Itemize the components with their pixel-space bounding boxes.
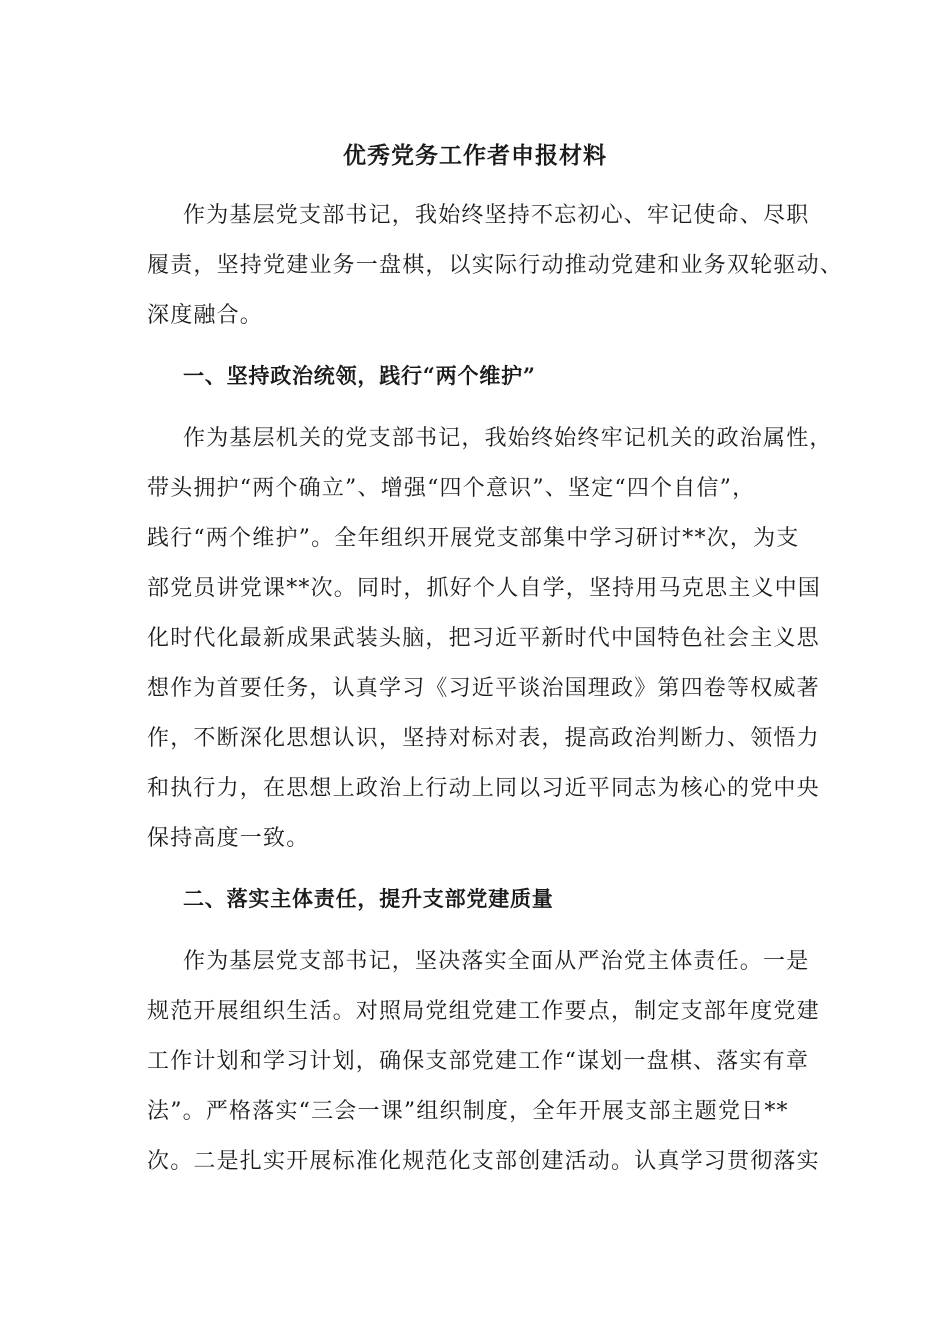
section-2-line: 工作计划和学习计划，确保支部党建工作“谋划一盘棋、落实有章 [147, 1049, 810, 1074]
section-1-heading: 一、坚持政治统领，践行“两个维护” [183, 363, 536, 388]
section-1-line: 作，不断深化思想认识，坚持对标对表，提高政治判断力、领悟力 [147, 726, 820, 751]
section-1-line: 带头拥护“两个确立”、增强“四个意识”、坚定“四个自信”， [147, 476, 756, 501]
intro-line: 履责，坚持党建业务一盘棋，以实际行动推动党建和业务双轮驱动、 [147, 253, 844, 278]
section-2-line: 作为基层党支部书记，坚决落实全面从严治党主体责任。一是 [183, 949, 810, 974]
section-1-line: 保持高度一致。 [147, 826, 310, 851]
section-1-line: 作为基层机关的党支部书记，我始终始终牢记机关的政治属性， [183, 426, 833, 451]
intro-line: 深度融合。 [147, 303, 264, 328]
intro-line: 作为基层党支部书记，我始终坚持不忘初心、牢记使命、尽职 [183, 203, 810, 228]
section-2-heading: 二、落实主体责任，提升支部党建质量 [183, 886, 554, 911]
section-1-line: 部党员讲党课**次。同时，抓好个人自学，坚持用马克思主义中国 [147, 576, 822, 601]
section-2-line: 次。二是扎实开展标准化规范化支部创建活动。认真学习贯彻落实 [147, 1149, 820, 1174]
section-1-line: 践行“两个维护”。全年组织开展党支部集中学习研讨**次，为支 [147, 526, 800, 551]
section-1-line: 想作为首要任务，认真学习《习近平谈治国理政》第四卷等权威著 [147, 676, 820, 701]
section-1-line: 化时代化最新成果武装头脑，把习近平新时代中国特色社会主义思 [147, 626, 820, 651]
section-2-line: 法”。严格落实“三会一课”组织制度，全年开展支部主题党日** [147, 1099, 789, 1124]
section-2-line: 规范开展组织生活。对照局党组党建工作要点，制定支部年度党建 [147, 999, 820, 1024]
section-1-line: 和执行力，在思想上政治上行动上同以习近平同志为核心的党中央 [147, 776, 820, 801]
document-title: 优秀党务工作者申报材料 [343, 142, 607, 169]
